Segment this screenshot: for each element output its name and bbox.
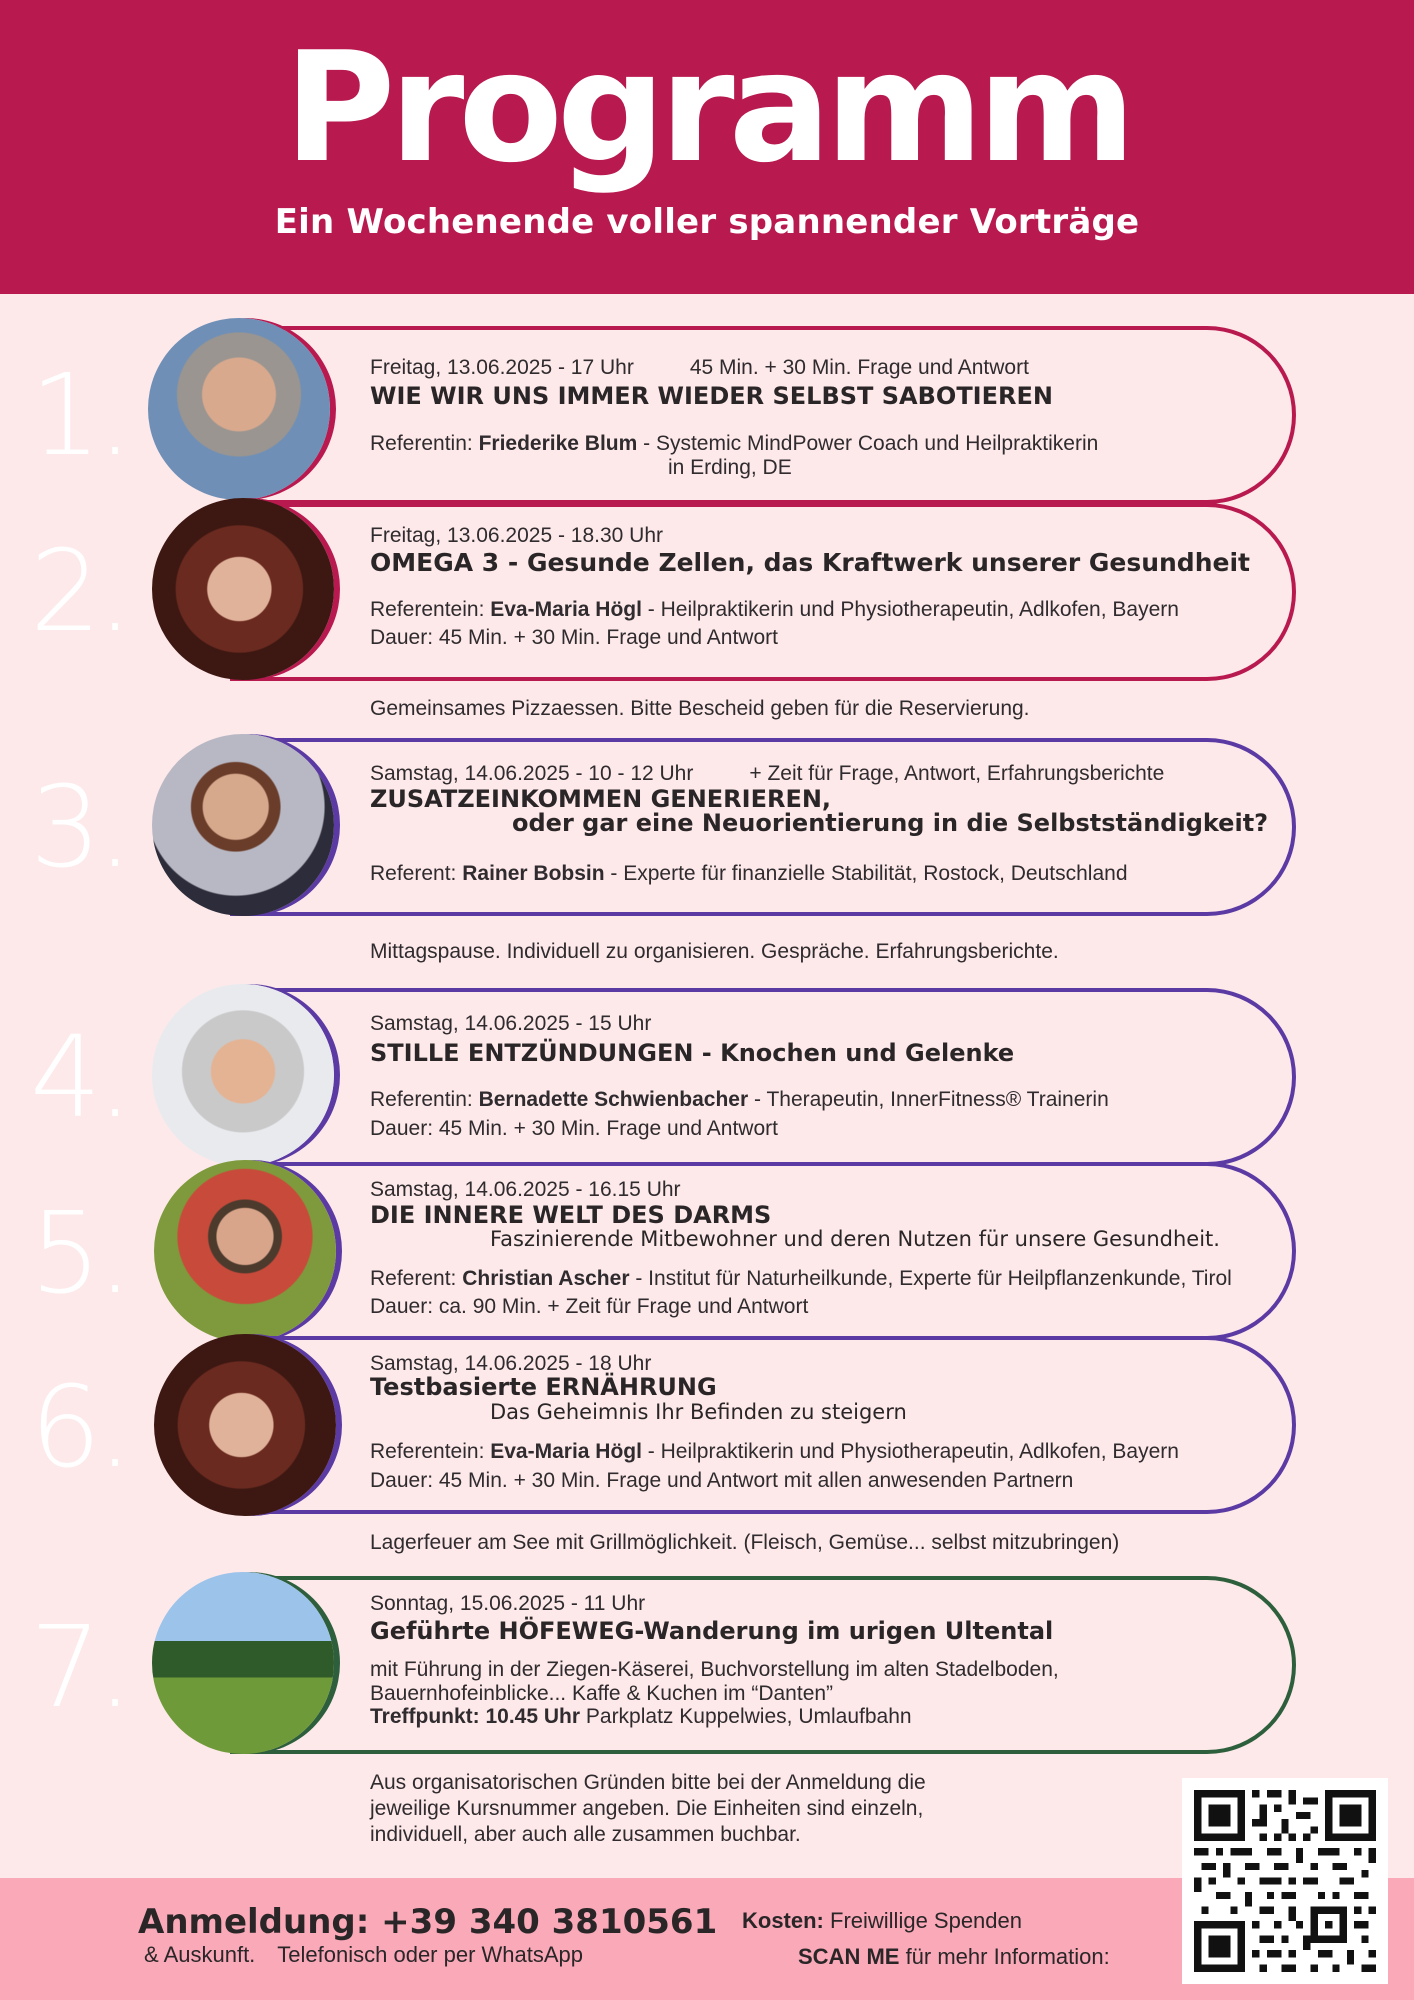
event-date: Samstag, 14.06.2025 - 10 - 12 Uhr + Zeit für Frage, Antwort, Erfahrungsberichte: [370, 762, 1165, 785]
speaker-photo: [148, 318, 330, 500]
speaker-photo: [154, 1334, 336, 1516]
speaker-photo: [152, 734, 334, 916]
event-speaker: Referent: Rainer Bobsin - Experte für finanzielle Stabilität, Rostock, Deutschland: [370, 862, 1128, 885]
event-speaker: Referentin: Bernadette Schwienbacher - Therapeutin, InnerFitness® Trainerin: [370, 1088, 1109, 1111]
event-duration: Dauer: 45 Min. + 30 Min. Frage und Antwort: [370, 1117, 778, 1140]
registration-phone[interactable]: Anmeldung: +39 340 3810561: [138, 1902, 718, 1942]
event-title: Geführte HÖFEWEG-Wanderung im urigen Ultental: [370, 1617, 1054, 1645]
event-description: Bauernhofeinblicke... Kaffe & Kuchen im “Danten”: [370, 1682, 834, 1705]
event-speaker: Referentein: Eva-Maria Högl - Heilpraktikerin und Physiotherapeutin, Adlkofen, Bayern: [370, 598, 1179, 621]
speaker-photo: [152, 498, 334, 680]
event-meeting-point: Treffpunkt: 10.45 Uhr Parkplatz Kuppelwies, Umlaufbahn: [370, 1705, 912, 1728]
event-date: Freitag, 13.06.2025 - 18.30 Uhr: [370, 524, 664, 547]
speaker-photo: [152, 984, 334, 1166]
event-duration: Dauer: ca. 90 Min. + Zeit für Frage und Antwort: [370, 1295, 809, 1318]
event-date: Samstag, 14.06.2025 - 15 Uhr: [370, 1012, 652, 1035]
event-title: ZUSATZEINKOMMEN GENERIEREN,: [370, 785, 832, 813]
event-subtitle: Das Geheimnis Ihr Befinden zu steigern: [490, 1400, 907, 1424]
event-title: Testbasierte ERNÄHRUNG: [370, 1373, 717, 1401]
event-date: Samstag, 14.06.2025 - 18 Uhr: [370, 1352, 652, 1375]
event-date: Samstag, 14.06.2025 - 16.15 Uhr: [370, 1178, 681, 1201]
event-number: 6.: [30, 1363, 129, 1493]
event-title: OMEGA 3 - Gesunde Zellen, das Kraftwerk unserer Gesundheit: [370, 548, 1250, 577]
event-speaker: Referent: Christian Ascher - Institut für Naturheilkunde, Experte für Heilpflanzenkunde, Tirol: [370, 1267, 1232, 1290]
event-extra: + Zeit für Frage, Antwort, Erfahrungsberichte: [749, 762, 1165, 785]
event-number: 5.: [30, 1189, 129, 1319]
event-subtitle: oder gar eine Neuorientierung in die Selbstständigkeit?: [512, 809, 1269, 837]
event-speaker-location: in Erding, DE: [668, 456, 792, 479]
info-text: individuell, aber auch alle zusammen buchbar.: [370, 1823, 801, 1846]
event-number: 1.: [30, 351, 129, 481]
speaker-photo: [154, 1160, 336, 1342]
page-title: Programm: [284, 19, 1130, 196]
event-number: 2.: [30, 527, 129, 657]
break-note: Gemeinsames Pizzaessen. Bitte Bescheid geben für die Reservierung.: [370, 697, 1030, 720]
event-title: WIE WIR UNS IMMER WIEDER SELBST SABOTIEREN: [370, 382, 1053, 410]
event-date: Freitag, 13.06.2025 - 17 Uhr 45 Min. + 30 Min. Frage und Antwort: [370, 356, 1029, 379]
event-title: STILLE ENTZÜNDUNGEN - Knochen und Gelenke: [370, 1039, 1015, 1067]
event-duration: Dauer: 45 Min. + 30 Min. Frage und Antwort: [370, 626, 778, 649]
event-description: mit Führung in der Ziegen-Käserei, Buchvorstellung im alten Stadelboden,: [370, 1658, 1059, 1681]
page-subtitle: Ein Wochenende voller spannender Vorträge: [274, 202, 1140, 242]
header-banner: [0, 0, 1414, 294]
registration-info: & Auskunft. Telefonisch oder per WhatsApp: [144, 1942, 584, 1967]
qr-code[interactable]: [1182, 1778, 1388, 1984]
event-title: DIE INNERE WELT DES DARMS: [370, 1201, 772, 1229]
event-subtitle: Faszinierende Mitbewohner und deren Nutzen für unsere Gesundheit.: [490, 1227, 1220, 1251]
cost-info: Kosten: Freiwillige Spenden: [742, 1908, 1022, 1933]
event-duration: Dauer: 45 Min. + 30 Min. Frage und Antwort mit allen anwesenden Partnern: [370, 1469, 1074, 1492]
qr-code-icon: [1194, 1790, 1376, 1972]
event-number: 3.: [30, 763, 129, 893]
event-number: 7.: [30, 1603, 129, 1733]
info-text: jeweilige Kursnummer angeben. Die Einheiten sind einzeln,: [370, 1797, 924, 1820]
event-speaker: Referentein: Eva-Maria Högl - Heilpraktikerin und Physiotherapeutin, Adlkofen, Bayern: [370, 1440, 1179, 1463]
event-duration: 45 Min. + 30 Min. Frage und Antwort: [689, 356, 1029, 379]
break-note: Lagerfeuer am See mit Grillmöglichkeit. (Fleisch, Gemüse... selbst mitzubringen): [370, 1531, 1120, 1554]
break-note: Mittagspause. Individuell zu organisieren. Gespräche. Erfahrungsberichte.: [370, 940, 1059, 963]
scan-info: SCAN ME für mehr Information:: [798, 1944, 1110, 1969]
info-text: Aus organisatorischen Gründen bitte bei der Anmeldung die: [370, 1771, 926, 1794]
event-speaker: Referentin: Friederike Blum - Systemic MindPower Coach und Heilpraktikerin: [370, 432, 1099, 455]
event-number: 4.: [30, 1013, 129, 1143]
event-date: Sonntag, 15.06.2025 - 11 Uhr: [370, 1592, 646, 1615]
location-photo: [152, 1572, 334, 1754]
